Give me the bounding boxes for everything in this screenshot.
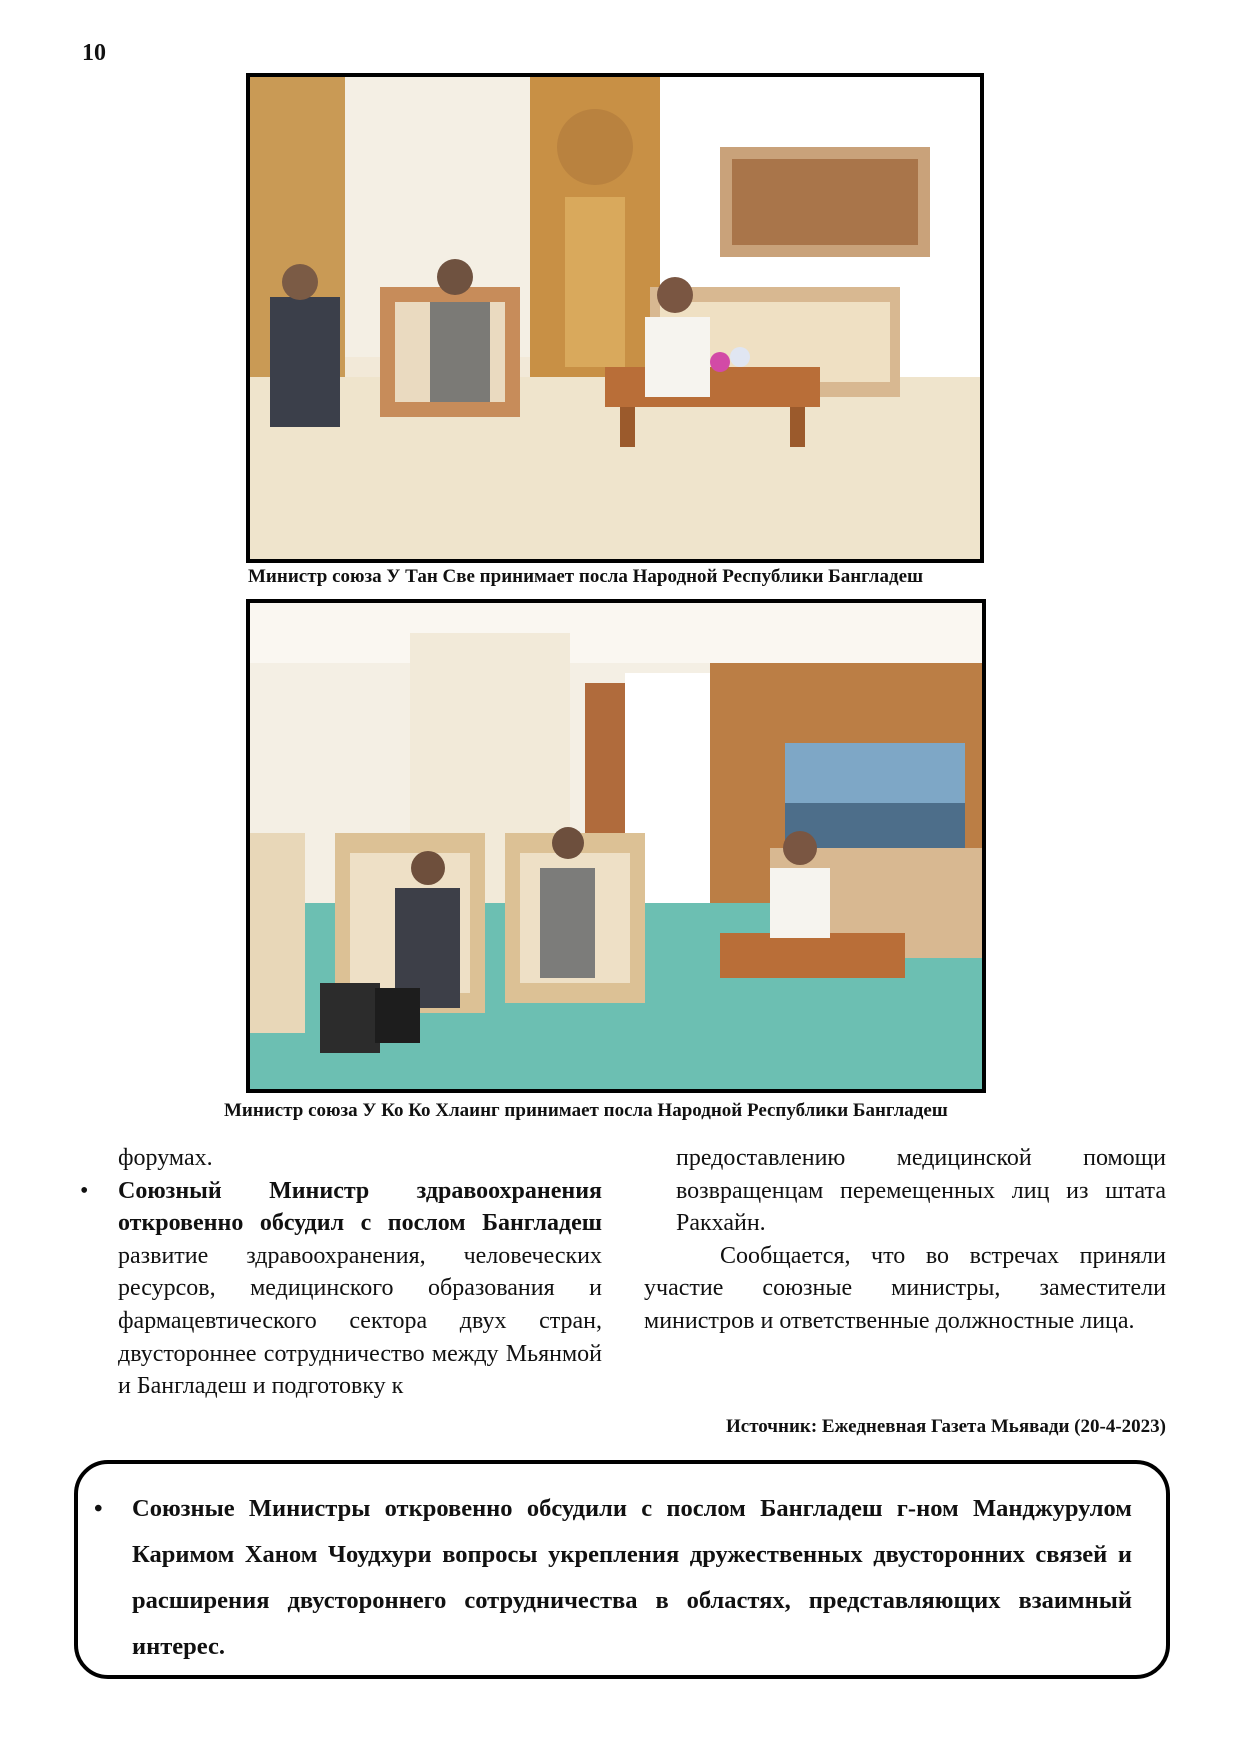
source-line: Источник: Ежедневная Газета Мьявади (20-4-2023) xyxy=(726,1416,1166,1437)
meeting-photo-2-image xyxy=(250,603,982,1089)
article-left-column xyxy=(80,1142,602,1403)
highlight-text: Союзные Министры откровенно обсудили с послом Бангладеш г-ном Манджурулом Каримом Ханом Чоудхури вопросы укрепления дружественных двусторонних связей и расширения двустороннего сотрудничества в областях, представляющих взаимный интерес. xyxy=(132,1495,1132,1660)
article-right-column xyxy=(644,1142,1166,1338)
highlight-content xyxy=(94,1486,1132,1670)
meeting-photo-1 xyxy=(246,73,984,563)
bullet-bold-lead: Союзный Министр здравоохранения откровенно обсудил с послом Бангладеш xyxy=(118,1177,602,1237)
left-continuation: форумах. xyxy=(118,1145,213,1171)
article-bullet xyxy=(80,1175,602,1403)
highlight-bullet-marker: • xyxy=(94,1495,103,1522)
photo-caption-2: Министр союза У Ко Ко Хлаинг принимает посла Народной Республики Бангладеш xyxy=(224,1100,948,1121)
photo-caption-1: Министр союза У Тан Све принимает посла Народной Республики Бангладеш xyxy=(248,566,924,587)
right-paragraph: Сообщается, что во встречах приняли участие союзные министры, заместители министров и ответственные должностные лица. xyxy=(644,1242,1166,1334)
meeting-photo-2 xyxy=(246,599,986,1093)
page-number: 10 xyxy=(82,40,106,66)
highlight-box xyxy=(74,1460,1170,1679)
bullet-marker: • xyxy=(80,1177,89,1204)
right-continuation: предоставлению медицинской помощи возвращенцам перемещенных лиц из штата Ракхайн. xyxy=(676,1145,1166,1237)
meeting-photo-1-image xyxy=(250,77,980,559)
bullet-body: развитие здравоохранения, человеческих ресурсов, медицинского образования и фармацевтического сектора двух стран, двустороннее сотрудничество между Мьянмой и Бангладеш и подготовку к xyxy=(118,1242,602,1400)
